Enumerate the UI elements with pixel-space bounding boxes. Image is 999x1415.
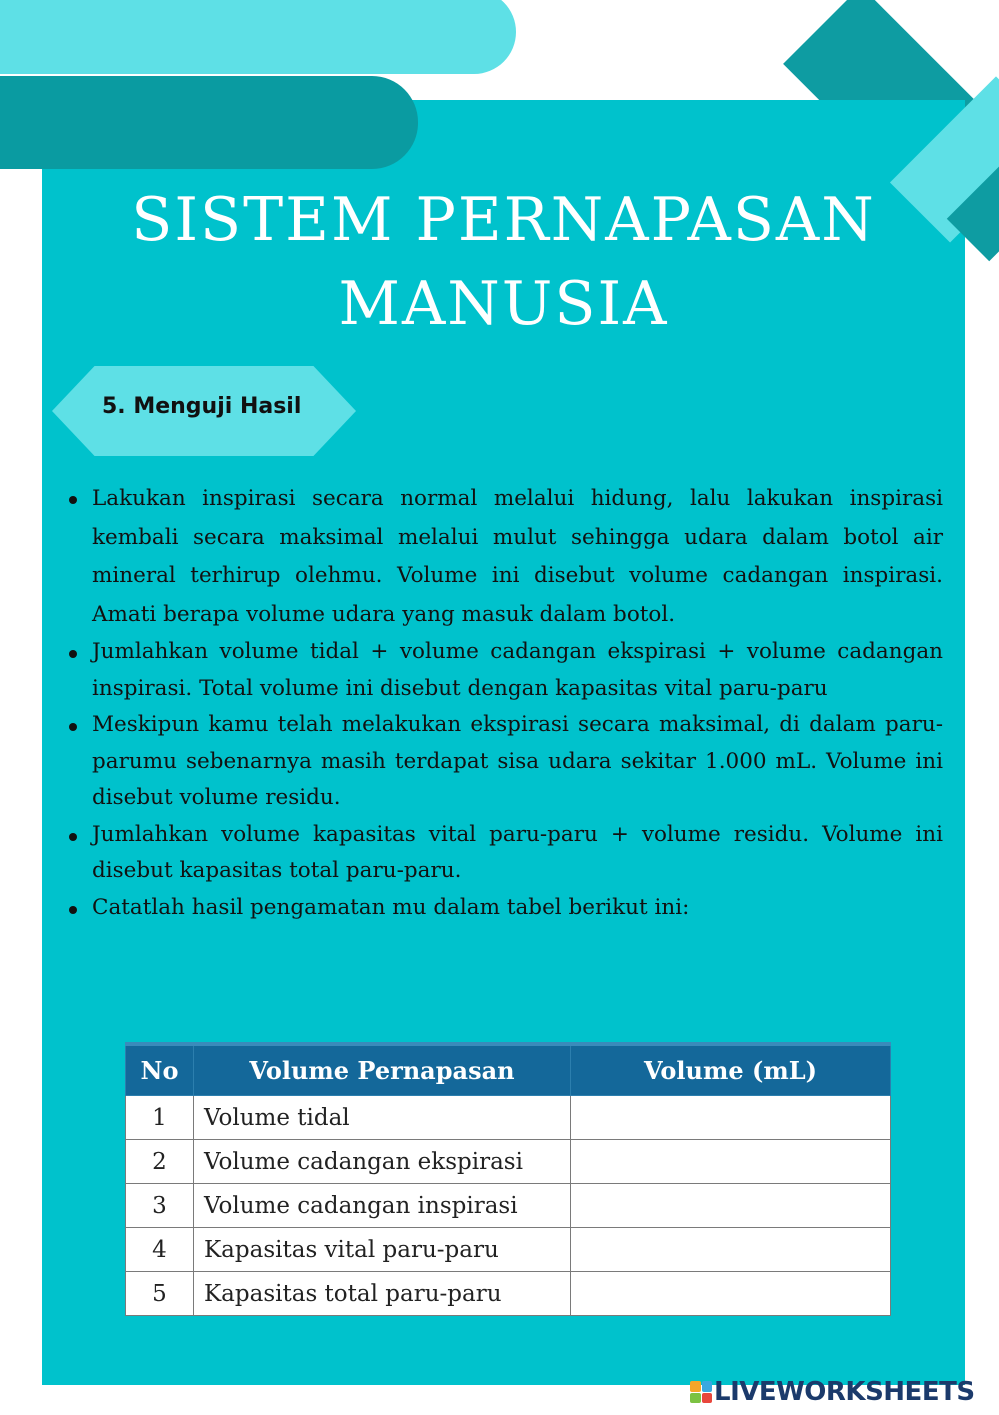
header-volume-name: Volume Pernapasan — [194, 1044, 571, 1096]
brand-name: LIVEWORKSHEETS — [714, 1377, 975, 1407]
row-volume-name: Volume cadangan ekspirasi — [194, 1140, 571, 1184]
header-volume-ml: Volume (mL) — [571, 1044, 891, 1096]
instruction-item: Lakukan inspirasi secara normal melalui hidung, lalu lakukan inspirasi kembali secara maksimal melalui mulut sehingga udara dalam botol air mineral terhirup olehmu. Volume ini disebut volume cadangan inspirasi. Amati berapa volume udara yang masuk dalam botol. — [92, 480, 943, 634]
table-row — [126, 1184, 891, 1228]
title-line-1: SISTEM PERNAPASAN — [131, 185, 876, 255]
decorative-pill-dark — [0, 76, 418, 169]
row-number: 4 — [126, 1228, 194, 1272]
row-volume-input[interactable] — [571, 1184, 891, 1228]
row-volume-name: Kapasitas total paru-paru — [194, 1272, 571, 1316]
observation-table — [125, 1042, 891, 1316]
row-volume-input[interactable] — [571, 1228, 891, 1272]
instruction-item: Catatlah hasil pengamatan mu dalam tabel berikut ini: — [92, 890, 943, 927]
row-number: 1 — [126, 1096, 194, 1140]
instruction-item: Jumlahkan volume kapasitas vital paru-paru + volume residu. Volume ini disebut kapasitas total paru-paru. — [92, 817, 943, 890]
table-row — [126, 1096, 891, 1140]
table-header-row — [126, 1044, 891, 1096]
row-volume-input[interactable] — [571, 1272, 891, 1316]
instruction-list — [92, 480, 943, 926]
row-number: 3 — [126, 1184, 194, 1228]
row-volume-input[interactable] — [571, 1140, 891, 1184]
liveworksheets-brand[interactable] — [690, 1376, 975, 1408]
table-row — [126, 1140, 891, 1184]
decorative-pill-light — [0, 0, 516, 74]
row-volume-input[interactable] — [571, 1096, 891, 1140]
instruction-item: Meskipun kamu telah melakukan ekspirasi secara maksimal, di dalam paru-parumu sebenarnya masih terdapat sisa udara sekitar 1.000 mL. Volume ini disebut volume residu. — [92, 707, 943, 817]
row-volume-name: Volume tidal — [194, 1096, 571, 1140]
table-row — [126, 1228, 891, 1272]
table-row — [126, 1272, 891, 1316]
header-no: No — [126, 1044, 194, 1096]
row-number: 5 — [126, 1272, 194, 1316]
row-volume-name: Volume cadangan inspirasi — [194, 1184, 571, 1228]
page-title — [42, 178, 965, 346]
row-number: 2 — [126, 1140, 194, 1184]
row-volume-name: Kapasitas vital paru-paru — [194, 1228, 571, 1272]
title-line-2: MANUSIA — [338, 269, 669, 339]
liveworksheets-logo-icon — [690, 1381, 712, 1403]
section-label: 5. Menguji Hasil — [102, 394, 302, 419]
instruction-item: Jumlahkan volume tidal + volume cadangan ekspirasi + volume cadangan inspirasi. Total volume ini disebut dengan kapasitas vital paru-paru — [92, 634, 943, 707]
